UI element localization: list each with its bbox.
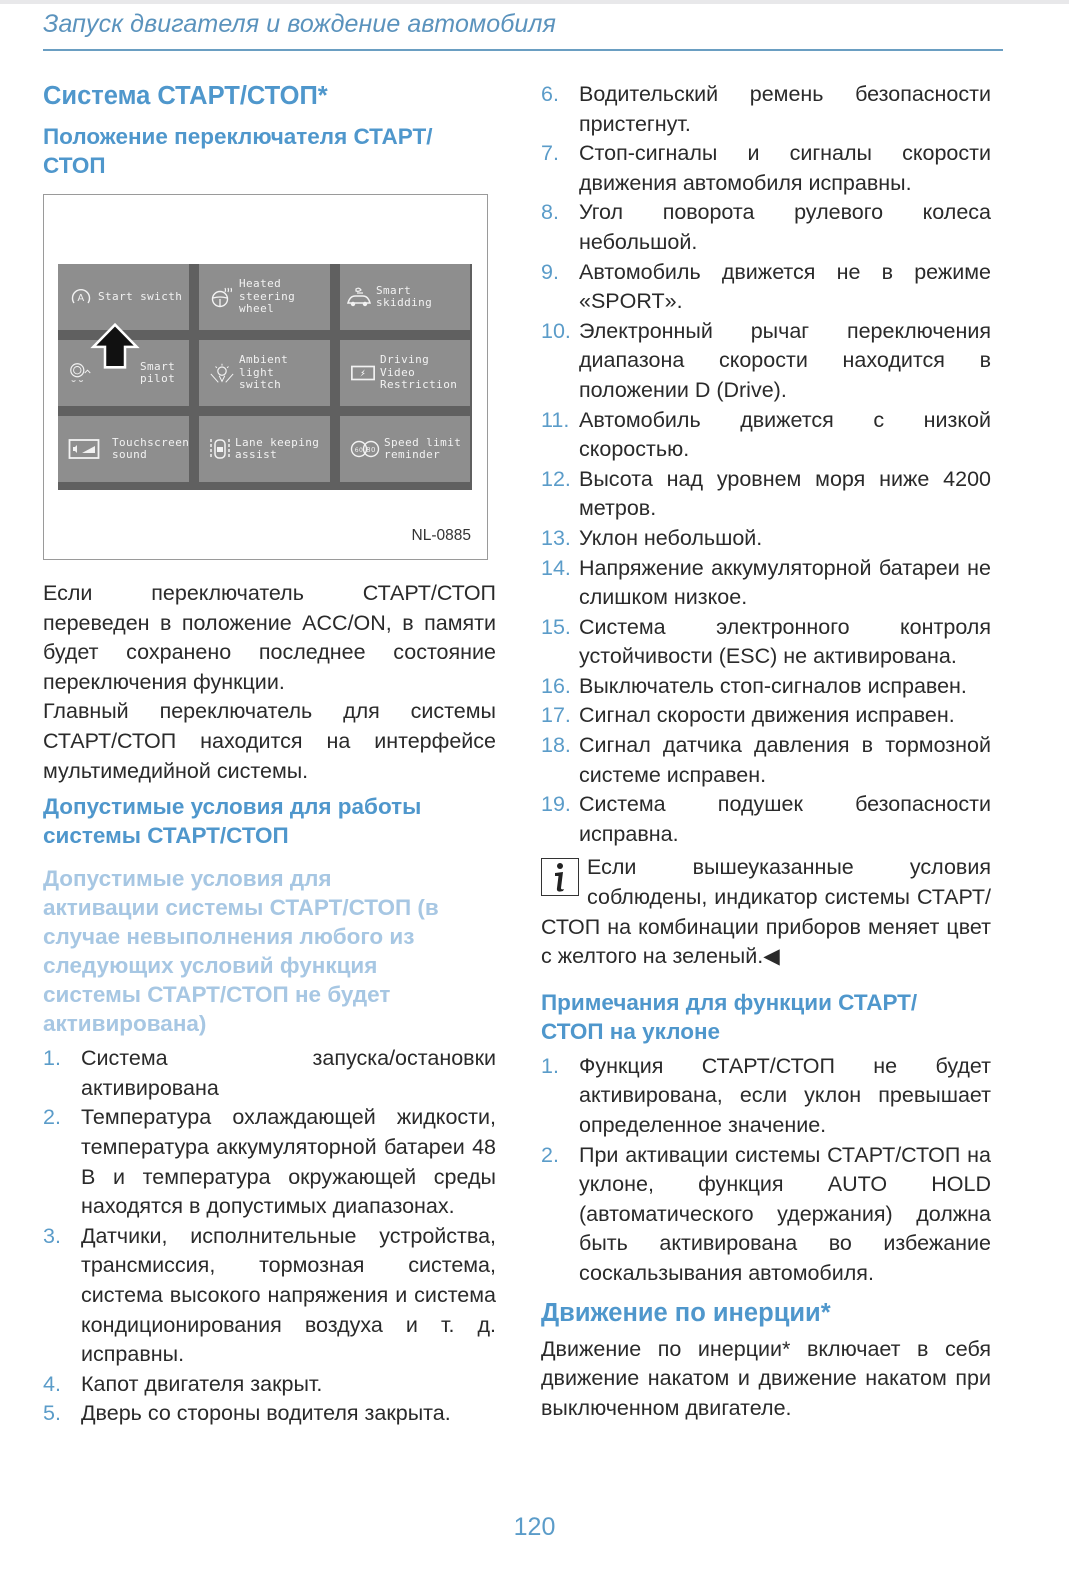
- paragraph-main-switch: Главный переключатель для системы СТАРТ/СТОП находится на интерфейсе мультимедийной системы.: [43, 699, 496, 783]
- slope-notes-title: Примечания для функции СТАРТ/ СТОП на уклоне: [541, 989, 918, 1044]
- coasting-title: Движение по инерции*: [541, 1298, 831, 1327]
- tile-label: Speed limit reminder: [384, 435, 462, 461]
- tile-heated-steering-wheel: [199, 264, 330, 330]
- section-title: Система СТАРТ/СТОП*: [43, 82, 328, 110]
- auto-a-icon: [68, 286, 94, 308]
- slope-notes-list: [541, 1052, 991, 1289]
- list-item: 18. Сигнал датчика давления в тормозной системе исправен.: [541, 733, 991, 787]
- list-item: 4. Капот двигателя закрыт.: [43, 1371, 323, 1396]
- list-item: 7. Стоп-сигналы и сигналы скорости движения автомобиля исправны.: [541, 141, 991, 195]
- tile-smart-pilot: [58, 340, 189, 406]
- coasting-text: Движение по инерции* включает в себя движение накатом и движение накатом при выключенном двигателе.: [541, 1336, 991, 1420]
- figure-start-stop-switch: [43, 194, 488, 560]
- figure-code: NL-0885: [411, 527, 471, 544]
- info-note: [541, 853, 991, 971]
- tile-smart-skidding: [340, 264, 470, 330]
- svg-text:80: 80: [366, 446, 376, 454]
- tile-label: Smart pilot: [140, 359, 176, 385]
- subsection-title: Положение переключателя СТАРТ/ СТОП: [43, 124, 433, 178]
- touchscreen-sound-icon: [68, 438, 100, 460]
- conditions-title: Допустимые условия для работы системы СТАРТ/СТОП: [43, 794, 422, 849]
- list-item: 3. Датчики, исполнительные устройства, трансмиссия, тормозная система, система высокого напряжения и система кондиционирования воздуха и т. д. исправны.: [43, 1223, 496, 1367]
- header-rule: [43, 49, 1003, 51]
- list-item: 1. Система запуска/остановки активирована: [43, 1046, 496, 1100]
- activation-conditions-title: Допустимые условия для активации системы СТАРТ/СТОП (в случае невыполнения любого из следующих условий функция системы СТАРТ/СТОП не будет активирована): [43, 866, 439, 1037]
- list-item: 6. Водительский ремень безопасности пристегнут.: [541, 82, 991, 136]
- list-item: 12. Высота над уровнем моря ниже 4200 метров.: [541, 466, 991, 521]
- tile-label: Touchscreen sound: [112, 435, 190, 461]
- end-mark-icon: ◀: [763, 944, 780, 969]
- tile-touchscreen-sound: [58, 416, 189, 482]
- left-column: [43, 76, 496, 1429]
- list-item: 15. Система электронного контроля устойчивости (ESC) не активирована.: [541, 614, 991, 669]
- top-strip: [0, 0, 1069, 4]
- list-item: 19. Система подушек безопасности исправна.: [541, 792, 991, 846]
- list-item: 10. Электронный рычаг переключения диапазона скорости находится в положении D (Drive).: [541, 318, 991, 402]
- right-column: [541, 80, 991, 1423]
- tile-label: Smart skidding: [376, 283, 433, 309]
- tile-label: Driving Video Restriction: [380, 353, 458, 392]
- paragraph-memory: Если переключатель СТАРТ/СТОП переведен в положение ACC/ON, в памяти будет сохранено последнее состояние переключения функции.: [43, 581, 496, 694]
- conditions-list-right: [541, 80, 991, 849]
- smart-pilot-icon: [68, 362, 94, 384]
- list-item: 1. Функция СТАРТ/СТОП не будет активирована, если уклон превышает определенное значение.: [541, 1053, 991, 1137]
- settings-tile-grid: [58, 264, 472, 490]
- heated-steering-icon: [209, 286, 235, 308]
- video-restriction-icon: [350, 362, 376, 384]
- car-skidding-icon: [346, 286, 372, 308]
- light-bulb-icon: [209, 362, 235, 384]
- note-text: Если вышеуказанные условия соблюдены, индикатор системы СТАРТ/СТОП на комбинации приборов меняет цвет с желтого на зеленый.: [541, 855, 991, 969]
- list-item: 16. Выключатель стоп-сигналов исправен.: [541, 673, 967, 698]
- running-title: Запуск двигателя и вождение автомобиля: [43, 10, 557, 38]
- svg-text:60: 60: [354, 447, 364, 454]
- speed-limit-icon: [350, 438, 380, 460]
- conditions-list-left: [43, 1044, 496, 1429]
- tile-speed-limit-reminder: [340, 416, 470, 482]
- list-item: 2. Температура охлаждающей жидкости, температура аккумуляторной батареи 48 В и температура окружающей среды находятся в допустимых диапазонах.: [43, 1105, 496, 1219]
- list-item: 5. Дверь со стороны водителя закрыта.: [43, 1401, 451, 1426]
- svg-text:A: A: [77, 293, 85, 304]
- tile-label: Lane keeping assist: [235, 435, 320, 461]
- list-item: 14. Напряжение аккумуляторной батареи не слишком низкое.: [541, 555, 991, 610]
- page-number: 120: [513, 1513, 556, 1541]
- tile-label: Heated steering wheel: [239, 277, 296, 316]
- lane-keeping-icon: [209, 438, 231, 460]
- tile-label: Start swicth: [98, 289, 183, 303]
- tile-driving-video-restriction: [340, 340, 470, 406]
- list-item: 13. Уклон небольшой.: [541, 525, 763, 550]
- tile-lane-keeping-assist: [199, 416, 330, 482]
- list-item: 11. Автомобиль движется с низкой скоростью.: [541, 407, 991, 462]
- tile-label: Ambient light switch: [239, 353, 289, 392]
- list-item: 17. Сигнал скорости движения исправен.: [541, 703, 955, 728]
- list-item: 9. Автомобиль движется не в режиме «SPORT».: [541, 259, 991, 314]
- list-item: 2. При активации системы СТАРТ/СТОП на уклоне, функция AUTO HOLD (автоматического удержания) должна быть активирована во избежание соскальзывания автомобиля.: [541, 1142, 991, 1285]
- list-item: 8. Угол поворота рулевого колеса небольшой.: [541, 200, 991, 254]
- tile-ambient-light-switch: [199, 340, 330, 406]
- info-icon: [541, 858, 579, 896]
- tile-start-switch: [58, 264, 189, 330]
